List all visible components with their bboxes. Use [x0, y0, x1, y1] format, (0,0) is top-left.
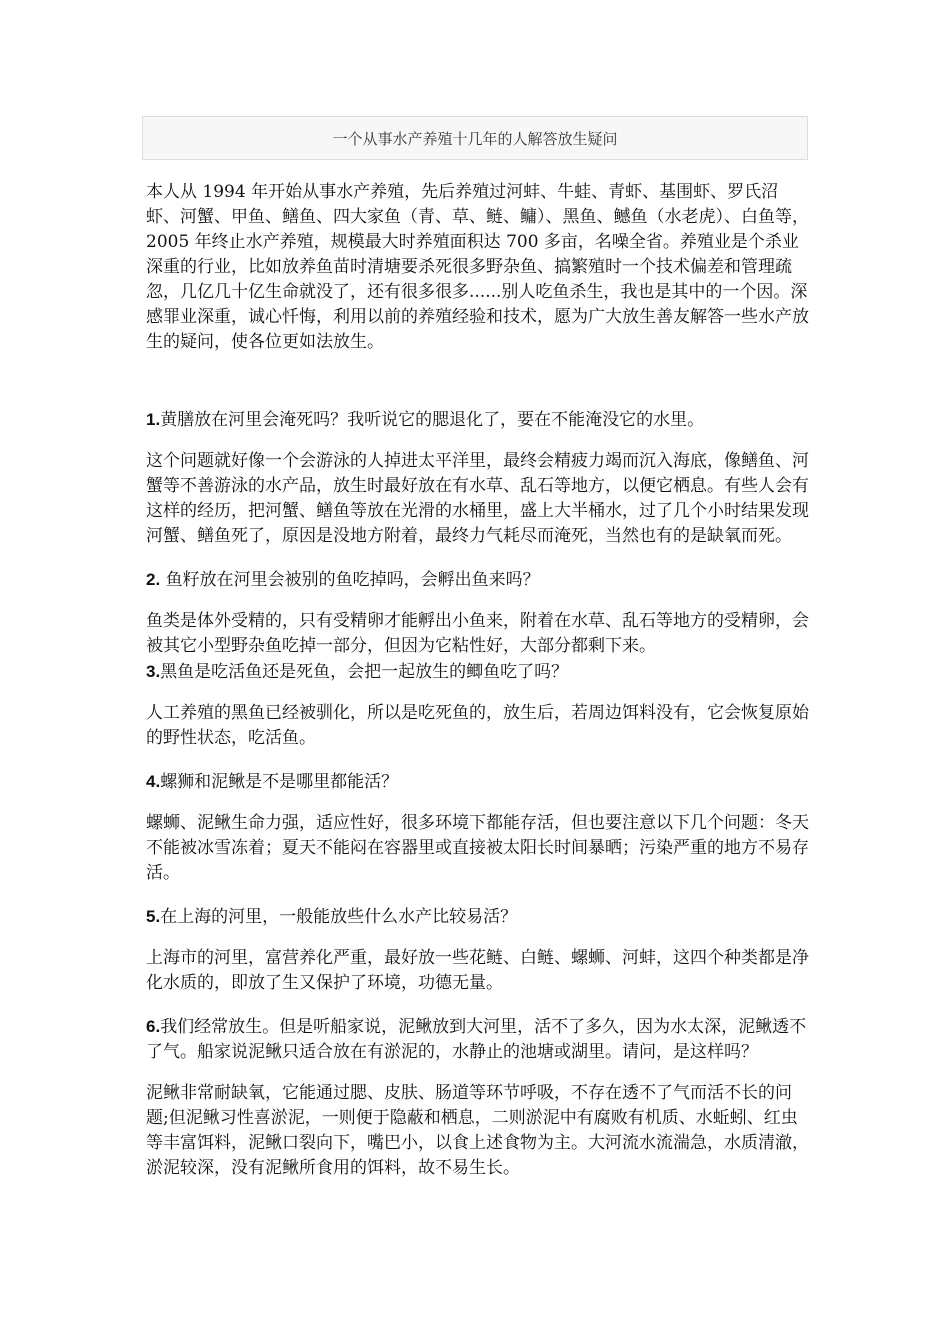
intro-paragraph: 本人从 1994 年开始从事水产养殖，先后养殖过河蚌、牛蛙、青虾、基围虾、罗氏沼虾、河蟹、甲鱼、鳝鱼、四大家鱼（青、草、鲢、鳙）、黑鱼、鳡鱼（水老虎）、白鱼等，2005 年终止水产养殖，规模最大时养殖面积达 700 多亩，名噪全省。养殖业是个杀业深重的行业，比如放养鱼苗时清塘要杀死很多野杂鱼、搞繁殖时一个技术偏差和管理疏忽，几亿几十亿生命就没了，还有很多很多......别人吃鱼杀生，我也是其中的一个因。深感罪业深重，诚心忏悔，利用以前的养殖经验和技术，愿为广大放生善友解答一些水产放生的疑问，使各位更如法放生。: [146, 182, 809, 352]
question-text: 在上海的河里，一般能放些什么水产比较易活？: [160, 907, 518, 927]
question-text: 鱼籽放在河里会被别的鱼吃掉吗，会孵出鱼来吗？: [160, 570, 540, 590]
answer-1: 这个问题就好像一个会游泳的人掉进太平洋里，最终会精疲力竭而沉入海底，像鳝鱼、河蟹等不善游泳的水产品，放生时最好放在有水草、乱石等地方，以便它栖息。有些人会有这样的经历，把河蟹、鳝鱼等放在光滑的水桶里，盛上大半桶水，过了几个小时结果发现河蟹、鳝鱼死了，原因是没地方附着，最终力气耗尽而淹死，当然也有的是缺氧而死。: [146, 451, 809, 546]
question-number: 5.: [146, 907, 161, 926]
document-title: 一个从事水产养殖十几年的人解答放生疑问: [142, 116, 808, 160]
answer-3: 人工养殖的黑鱼已经被驯化，所以是吃死鱼的，放生后，若周边饵料没有，它会恢复原始的野性状态，吃活鱼。: [146, 703, 809, 748]
answer-6: 泥鳅非常耐缺氧，它能通过腮、皮肤、肠道等环节呼吸，不存在透不了气而活不长的问题;但泥鳅习性喜淤泥，一则便于隐蔽和栖息，二则淤泥中有腐败有机质、水蚯蚓、红虫等丰富饵料，泥鳅口裂向下，嘴巴小，以食上述食物为主。大河流水流湍急，水质清澈，淤泥较深，没有泥鳅所食用的饵料，故不易生长。: [146, 1083, 809, 1178]
answer-4: 螺蛳、泥鳅生命力强，适应性好，很多环境下都能存活，但也要注意以下几个问题：冬天不能被冰雪冻着；夏天不能闷在容器里或直接被太阳长时间暴晒；污染严重的地方不易存活。: [146, 813, 809, 883]
answer-5: 上海市的河里，富营养化严重，最好放一些花鲢、白鲢、螺蛳、河蚌，这四个种类都是净化水质的，即放了生又保护了环境，功德无量。: [146, 948, 809, 993]
question-text: 黄膳放在河里会淹死吗？我听说它的腮退化了，要在不能淹没它的水里。: [160, 410, 705, 430]
answer-2: 鱼类是体外受精的，只有受精卵才能孵出小鱼来，附着在水草、乱石等地方的受精卵，会被其它小型野杂鱼吃掉一部分，但因为它粘性好，大部分都剩下来。: [146, 611, 809, 656]
question-4: [146, 769, 812, 795]
question-6: [146, 1014, 812, 1065]
question-number: 3.: [146, 662, 161, 681]
question-number: 1.: [146, 410, 161, 429]
question-2: [146, 567, 812, 593]
question-number: 4.: [146, 772, 161, 791]
question-text: 我们经常放生。但是听船家说，泥鳅放到大河里，活不了多久，因为水太深，泥鳅透不了气。船家说泥鳅只适合放在有淤泥的，水静止的池塘或湖里。请问，是这样吗？: [146, 1017, 807, 1062]
document-body: [146, 180, 812, 1185]
question-1: [146, 407, 812, 433]
question-5: [146, 904, 812, 930]
question-text: 螺狮和泥鳅是不是哪里都能活？: [160, 772, 399, 792]
question-number: 6.: [146, 1017, 161, 1036]
question-text: 黑鱼是吃活鱼还是死鱼，会把一起放生的鲫鱼吃了吗？: [160, 662, 569, 682]
question-number: 2.: [146, 570, 161, 589]
question-3: [146, 659, 812, 685]
